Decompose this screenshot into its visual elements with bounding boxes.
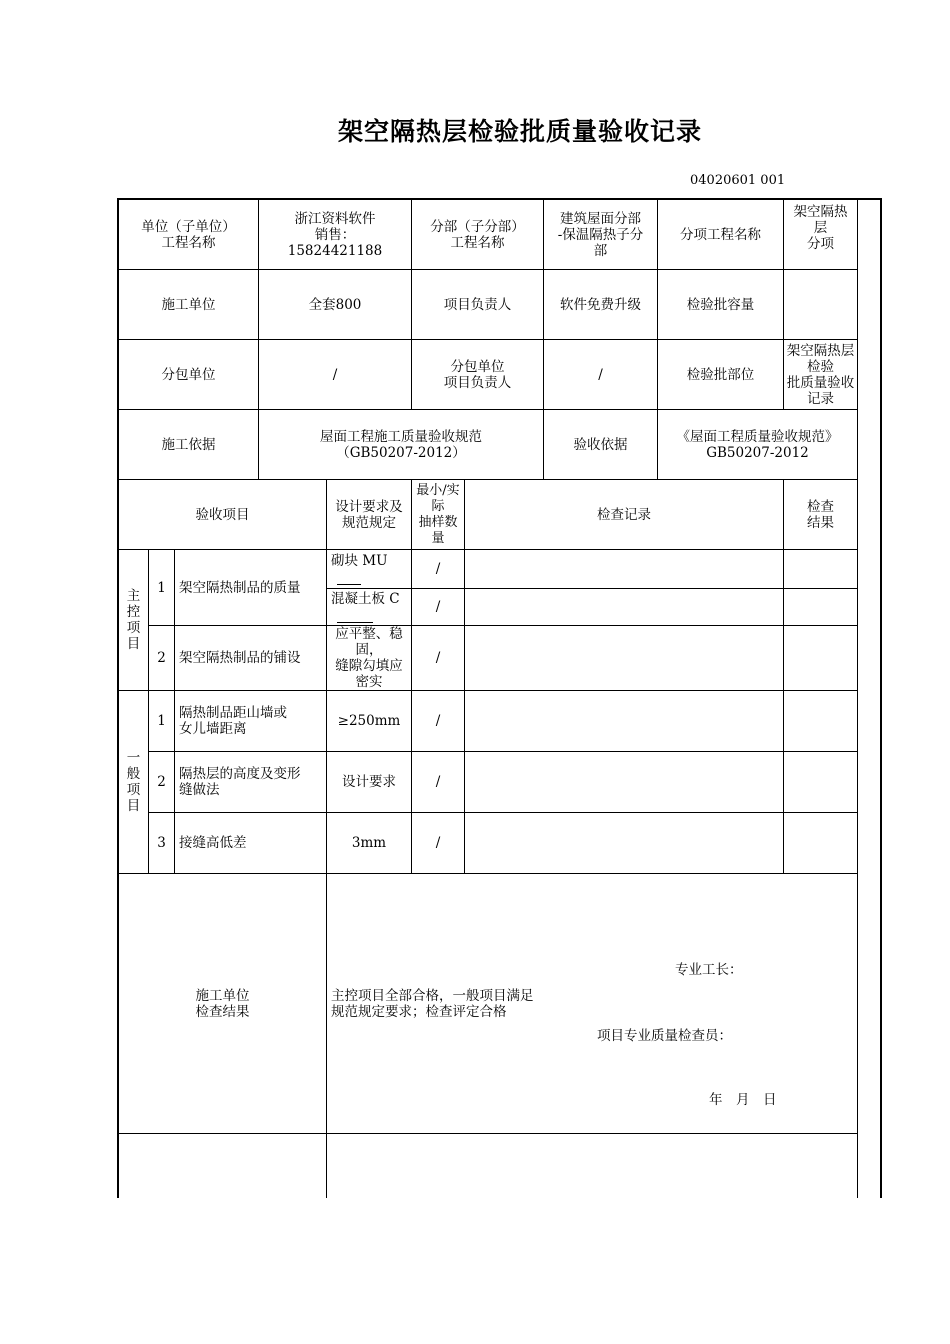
col-item: 验收项目 — [119, 480, 327, 550]
general-items-group-label: 一 般 项 目 — [119, 691, 149, 874]
requirement-text: 3mm — [327, 813, 412, 874]
construction-basis-value: 屋面工程施工质量验收规范 （GB50207-2012） — [259, 410, 544, 480]
general-item-name: 隔热层的高度及变形 缝做法 — [175, 752, 327, 813]
batch-part-label: 检验批部位 — [658, 340, 784, 410]
main-item-name: 架空隔热制品的质量 — [175, 550, 327, 626]
requirement-block-mu: 砌块 MU — [327, 550, 412, 589]
document-code: 04020601 001 — [690, 173, 786, 188]
item-project-label: 分项工程名称 — [658, 200, 784, 270]
unit-name-label: 单位（子单位） 工程名称 — [119, 200, 259, 270]
fill-blank-line — [337, 608, 373, 623]
check-record-cell — [465, 691, 784, 752]
requirement-text: ≥250mm — [327, 691, 412, 752]
fill-blank-line — [337, 570, 361, 585]
form-grid — [118, 199, 858, 1198]
builder-value: 全套800 — [259, 270, 412, 340]
check-result-cell — [784, 589, 858, 626]
table-row — [119, 1134, 858, 1199]
check-result-cell — [784, 691, 858, 752]
check-result-cell — [784, 550, 858, 589]
check-record-cell — [465, 752, 784, 813]
inspection-conclusion: 主控项目全部合格，一般项目满足 规范规定要求；检查评定合格 — [331, 988, 534, 1020]
main-item-no: 2 — [149, 626, 175, 691]
batch-capacity-value — [784, 270, 858, 340]
check-result-cell — [784, 626, 858, 691]
table-row — [119, 874, 858, 1134]
subdivision-label: 分部（子分部） 工程名称 — [412, 200, 544, 270]
table-row — [119, 626, 858, 691]
check-record-cell — [465, 626, 784, 691]
col-record: 检查记录 — [465, 480, 784, 550]
sub-pm-label: 分包单位 项目负责人 — [412, 340, 544, 410]
acceptance-basis-value: 《屋面工程质量验收规范》 GB50207-2012 — [658, 410, 858, 480]
table-row — [119, 550, 858, 589]
inspection-form — [117, 198, 882, 1198]
check-result-cell — [784, 752, 858, 813]
col-sample: 最小/实际 抽样数量 — [412, 480, 465, 550]
sample-count: / — [412, 626, 465, 691]
sample-count: / — [412, 589, 465, 626]
builder-label: 施工单位 — [119, 270, 259, 340]
general-item-no: 2 — [149, 752, 175, 813]
pm-label: 项目负责人 — [412, 270, 544, 340]
subcontractor-label: 分包单位 — [119, 340, 259, 410]
col-design: 设计要求及 规范规定 — [327, 480, 412, 550]
requirement-text: 设计要求 — [327, 752, 412, 813]
table-row — [119, 691, 858, 752]
general-item-name: 隔热制品距山墙或 女儿墙距离 — [175, 691, 327, 752]
page-title: 架空隔热层检验批质量验收记录 — [337, 117, 702, 146]
check-record-cell — [465, 550, 784, 589]
table-row — [119, 813, 858, 874]
main-item-name: 架空隔热制品的铺设 — [175, 626, 327, 691]
frame-border-top — [117, 198, 882, 200]
sub-pm-value: / — [544, 340, 658, 410]
col-result: 检查 结果 — [784, 480, 858, 550]
requirement-text: 应平整、稳固， 缝隙勾填应密实 — [327, 626, 412, 691]
main-item-no: 1 — [149, 550, 175, 626]
inspection-result-cell — [327, 874, 858, 1134]
pm-value: 软件免费升级 — [544, 270, 658, 340]
batch-part-value: 架空隔热层检验 批质量验收记录 — [784, 340, 858, 410]
item-project-value: 架空隔热层 分项 — [784, 200, 858, 270]
sample-count: / — [412, 752, 465, 813]
subcontractor-value: / — [259, 340, 412, 410]
table-row — [119, 752, 858, 813]
sample-count: / — [412, 550, 465, 589]
date-label: 年 月 日 — [709, 1092, 777, 1108]
batch-capacity-label: 检验批容量 — [658, 270, 784, 340]
check-result-cell — [784, 813, 858, 874]
general-item-name: 接缝高低差 — [175, 813, 327, 874]
frame-border-right — [880, 198, 882, 1198]
sample-count: / — [412, 813, 465, 874]
frame-border-left — [117, 198, 119, 1198]
subdivision-value: 建筑屋面分部 -保温隔热子分 部 — [544, 200, 658, 270]
general-item-no: 1 — [149, 691, 175, 752]
blank-label-cell — [119, 1134, 327, 1199]
main-items-group-label: 主 控 项 目 — [119, 550, 149, 691]
unit-name-value: 浙江资料软件 销售： 15824421188 — [259, 200, 412, 270]
requirement-concrete-c: 混凝土板 C — [327, 589, 412, 626]
foreman-label: 专业工长： — [675, 962, 743, 978]
check-record-cell — [465, 813, 784, 874]
sample-count: / — [412, 691, 465, 752]
blank-value-cell — [327, 1134, 858, 1199]
acceptance-basis-label: 验收依据 — [544, 410, 658, 480]
inspection-label: 施工单位 检查结果 — [119, 874, 327, 1134]
general-item-no: 3 — [149, 813, 175, 874]
inspector-label: 项目专业质量检查员： — [597, 1028, 732, 1044]
construction-basis-label: 施工依据 — [119, 410, 259, 480]
check-record-cell — [465, 589, 784, 626]
